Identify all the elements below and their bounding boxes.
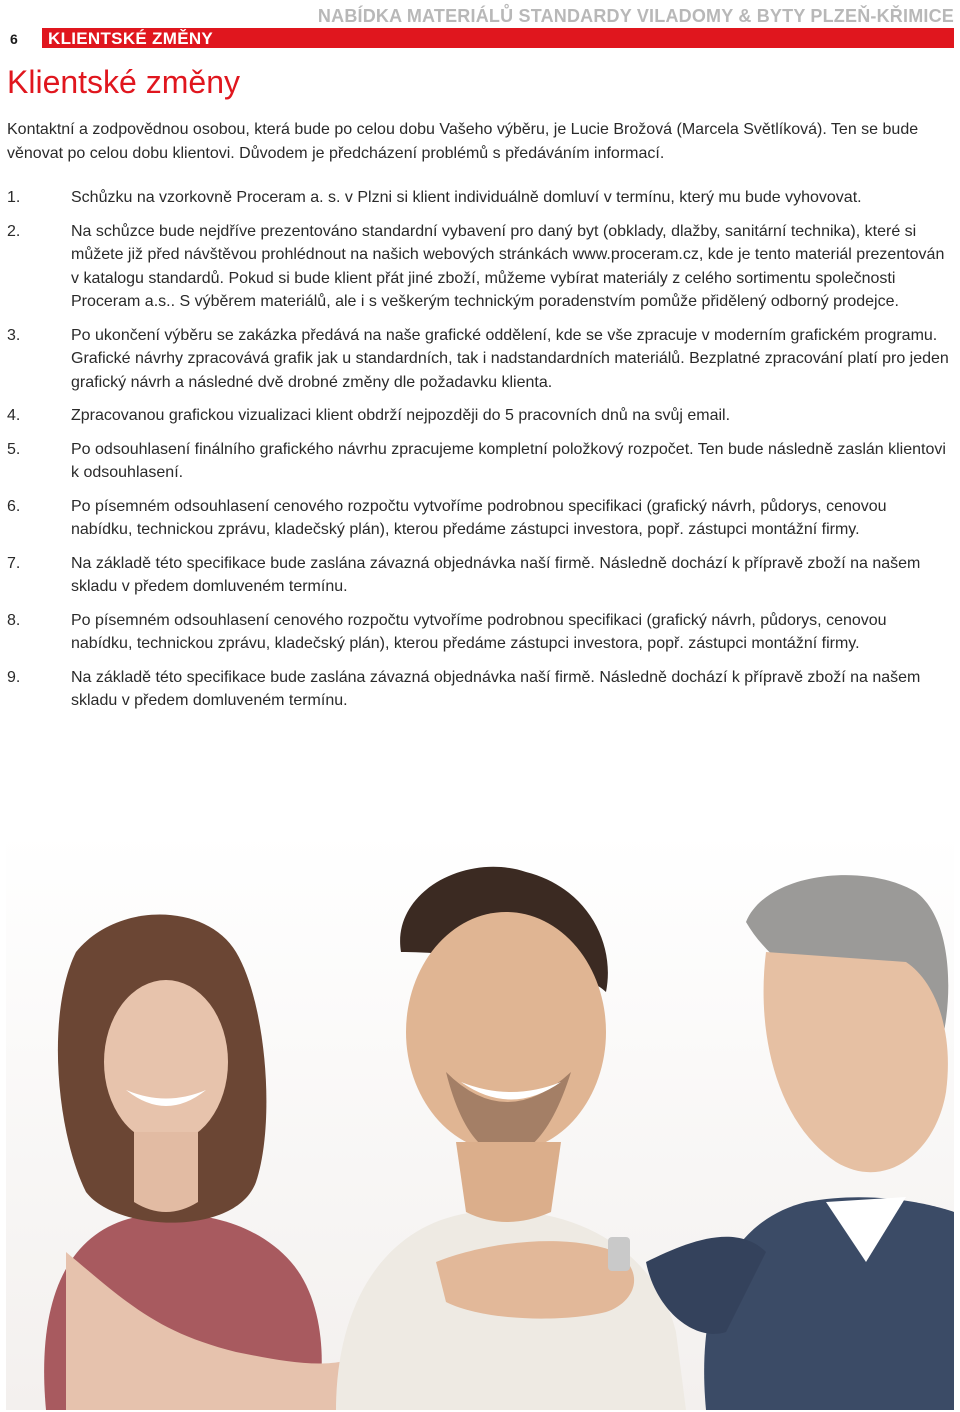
section-label: KLIENTSKÉ ZMĚNY xyxy=(48,29,214,48)
page-number: 6 xyxy=(10,31,18,47)
step-number: 5. xyxy=(7,440,21,458)
list-item xyxy=(7,495,952,542)
list-item xyxy=(7,404,952,428)
step-text: Po písemném odsouhlasení cenového rozpočtu vytvoříme podrobnou specifikaci (grafický návrh, půdorys, cenovou nabídku, technickou zprávu, kladečský plán), kterou předáme zástupci investora, popř. zástupci montážní firmy. xyxy=(71,497,887,538)
step-number: 9. xyxy=(7,668,21,686)
list-item xyxy=(7,186,952,210)
step-number: 2. xyxy=(7,222,21,240)
step-number: 3. xyxy=(7,326,21,344)
list-item xyxy=(7,666,952,713)
document-subtitle: NABÍDKA MATERIÁLŮ STANDARDY VILADOMY & BYTY PLZEŇ-KŘIMICE xyxy=(317,6,954,26)
step-text: Po odsouhlasení finálního grafického návrhu zpracujeme kompletní položkový rozpočet. Ten bude následně zaslán klientovi k odsouhlasení. xyxy=(71,440,946,481)
list-item xyxy=(7,220,952,314)
step-text: Schůzku na vzorkovně Proceram a. s. v Plzni si klient individuálně domluví v termínu, který mu bude vyhovovat. xyxy=(71,189,862,206)
step-number: 7. xyxy=(7,554,21,572)
step-text: Zpracovanou grafickou vizualizaci klient obdrží nejpozději do 5 pracovních dnů na svůj email. xyxy=(71,407,731,424)
step-number: 4. xyxy=(7,407,21,424)
list-item xyxy=(7,324,952,395)
page-title: Klientské změny xyxy=(7,64,240,100)
list-item xyxy=(7,438,952,485)
step-number: 1. xyxy=(7,189,21,206)
step-text: Po ukončení výběru se zakázka předává na naše grafické oddělení, kde se vše zpracuje v moderním grafickém programu. Grafické návrhy zpracovává grafik jak u standardních, tak i nadstandardních materiálů. Bezplatné zpracování platí pro jeden grafický návrh a následné dvě drobné změny dle požadavku klienta. xyxy=(71,326,949,391)
step-number: 8. xyxy=(7,611,21,629)
list-item xyxy=(7,609,952,656)
step-text: Na základě této specifikace bude zaslána závazná objednávka naší firmě. Následně dochází k přípravě zboží na našem skladu v předem domluveném termínu. xyxy=(71,668,921,709)
handshake-photo xyxy=(6,832,954,1410)
step-number: 6. xyxy=(7,497,21,515)
page-header xyxy=(0,0,960,52)
list-item xyxy=(7,552,952,599)
steps-list xyxy=(7,186,952,723)
step-text: Na základě této specifikace bude zaslána závazná objednávka naší firmě. Následně dochází k přípravě zboží na našem skladu v předem domluveném termínu. xyxy=(71,554,921,595)
handshake-illustration xyxy=(6,832,954,1410)
step-text: Po písemném odsouhlasení cenového rozpočtu vytvoříme podrobnou specifikaci (grafický návrh, půdorys, cenovou nabídku, technickou zprávu, kladečský plán), kterou předáme zástupci investora, popř. zástupci montážní firmy. xyxy=(71,611,887,652)
intro-paragraph: Kontaktní a zodpovědnou osobou, která bude po celou dobu Vašeho výběru, je Lucie Brožová (Marcela Světlíková). Ten se bude věnovat po celou dobu klientovi. Důvodem je předcházení problémů s předáváním informací. xyxy=(7,121,919,162)
wristwatch xyxy=(608,1237,630,1271)
step-text: Na schůzce bude nejdříve prezentováno standardní vybavení pro daný byt (obklady, dlažby, sanitární technika), které si můžete již před návštěvou prohlédnout na našich webových stránkách www.proceram.cz, kde je tento materiál prezentován v katalogu standardů. Pokud si bude klient přát jiné zboží, můžeme vybírat materiály z celého sortimentu společnosti Proceram a.s.. S výběrem materiálů, ale i s veškerým technickým poradenstvím pomůže přidělený odborný prodejce. xyxy=(71,222,945,310)
